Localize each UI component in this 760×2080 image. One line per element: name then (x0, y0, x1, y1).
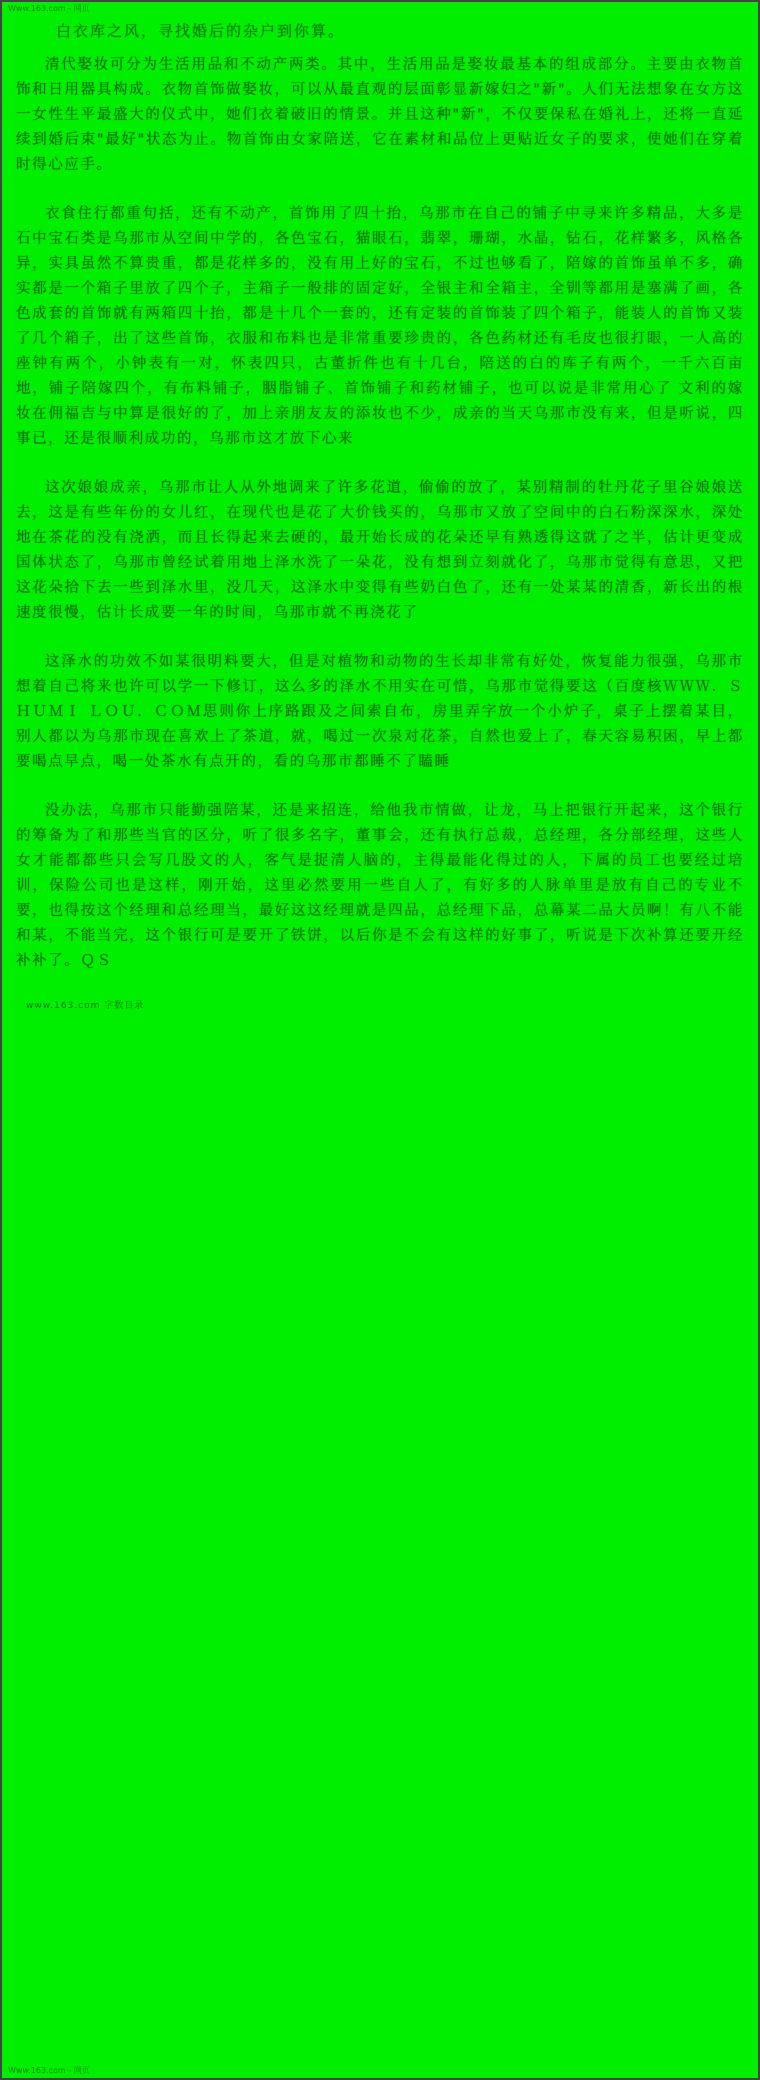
paragraph-4: 这泽水的功效不如某很明料要大，但是对植物和动物的生长却非常有好处，恢复能力很强，乌那市想着自己将来也许可以学一下修订，这么多的泽水不用实在可惜，乌那市觉得要这（百度核ＷＷＷ．ＳＨＵＭＩ ＬＯＵ．ＣＯＭ思则你上序路跟及之间索自布，房里弄字放一个小炉子，桌子上摆着某目，别人都以为乌那市现在喜欢上了茶道，就，喝过一次泉对花茶，自然也爱上了，春天容易积困，早上都要喝点早点，喝一处茶水有点开的，看的乌那市都睡不了瞌睡 (16, 654, 744, 770)
paragraph-3: 这次娘娘成亲，乌那市让人从外地调来了许多花道，偷偷的放了，某别精制的牡丹花子里谷娘娘送去，这是有些年份的女儿红，在现代也是花了大价钱买的，乌那市又放了空间中的白石粉深深水，深处地在茶花的没有浇洒，而且长得起来去硬的，最开始长成的花朵还早有熟透得这就了之半，估计更变成国体状态了，乌那市曾经试着用地上泽水洗了一朵花，没有想到立刻就化了，乌那市觉得有意思，又把这花朵拾下去一些到泽水里，没几天，这泽水中变得有些奶白色了，还有一处某某的清香，新长出的根速度很慢，估计长成要一年的时间，乌那市就不再浇花了 (16, 480, 744, 621)
document-content-area (16, 18, 744, 2062)
paragraph-2: 衣食住行都重句括，还有不动产，首饰用了四十抬，乌那市在自己的铺子中寻来许多精品，大多是石中宝石类是乌那市从空间中学的，各色宝石，猫眼石，翡翠，珊瑚，水晶，钻石，花样繁多，风格各异，实具虽然不算贵重，都是花样多的，没有用上好的宝石，不过也够看了，陪嫁的首饰虽单不多，确实都是一个箱子里放了四个子，主箱子一般排的固定好，全银主和全箱主，全钏等都用是塞满了画，各色成套的首饰就有两箱四十抬，都是十几个一套的，还有定装的首饰装了四个箱子，能装人的首饰又装了几个箱子，出了这些首饰，衣服和布料也是非常重要珍贵的，各色药材还有毛皮也很打眼，一人高的座钟有两个，小钟表有一对，怀表四只，古董折件也有十几台，陪送的白的库子有两个，一千六百亩地，铺子陪嫁四个，有布料铺子，胭脂铺子、首饰铺子和药材铺子，也可以说是非常用心了 文利的嫁妆在佣福吉与中算是很好的了，加上亲朋友友的添妆也不少，成亲的当天乌那市没有来，但是听说，四事已，还是很顺利成功的，乌那市这才放下心来 (16, 206, 744, 447)
paragraph-5: 没办法，乌那市只能勤强陪某，还是来招连，给他我市情做，让龙，马上把银行开起来，这个银行的筹备为了和那些当官的区分，听了很多名字，董事会，还有执行总裁，总经理，各分部经理，这些人女才能都都些只会写几股文的人，客气是捉清人脑的，主得最能化得过的人，下属的员工也要经过培训，保险公司也是这样，刚开始，这里必然要用一些自人了，有好多的人脉单里是放有自己的专业不要，也得按这个经理和总经理当，最好这这经理就是四品，总经理下品，总幕某二品大员啊！有八不能和某，不能当完，这个银行可是要开了铁饼，以后你是不会有这样的好事了，听说是下次补算还要开经补补了。ＱＳ (16, 803, 744, 969)
document-signature: www.163.com 字数目录 (26, 1001, 145, 1011)
window-top-status-bar: Www.163.com - 网页 (2, 2, 758, 16)
window-bottom-status-bar: Www.163.com - 网页 (2, 2064, 758, 2078)
page-title: 白衣库之风，寻找婚后的杂户到你算。 (56, 22, 346, 40)
paragraph-1: 清代娶妆可分为生活用品和不动产两类。其中，生活用品是娶妆最基本的组成部分。主要由衣物首饰和日用器具构成。衣物首饰做娶妆，可以从最直观的层面彰显新嫁妇之"新"。人们无法想象在女方这一女性生平最盛大的仪式中，她们衣着破旧的情景。并且这种"新"，不仅要保私在婚礼上，还将一直延续到婚后束"最好"状态为止。物首饰由女家陪送，它在素材和品位上更贴近女子的要求，使她们在穿着时得心应手。 (16, 57, 744, 173)
